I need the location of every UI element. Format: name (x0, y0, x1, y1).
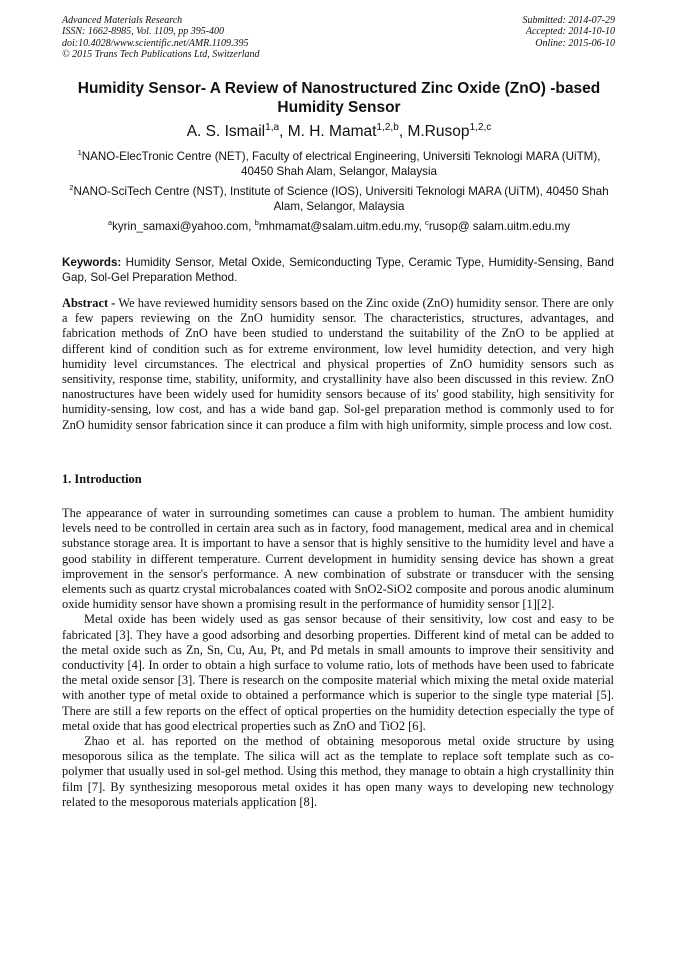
affiliation-1 (62, 149, 616, 179)
abstract (62, 296, 614, 433)
author-name: M.Rusop (407, 123, 470, 140)
publication-dates (523, 15, 616, 49)
affiliation-mark: 1 (77, 148, 82, 158)
email-mark: c (425, 218, 429, 228)
author-separator: , (398, 123, 408, 140)
keywords (62, 255, 614, 285)
author-affiliation-mark: 1,2,c (469, 121, 492, 133)
section-heading: 1. Introduction (62, 472, 142, 486)
email-address[interactable]: rusop@ salam.uitm.edu.my (428, 220, 571, 233)
paragraph: Zhao et al. has reported on the method of obtaining mesoporous metal oxide structure by using mesoporous silica as the template. The silica will act as the template to replace soft template such as co-polymer that usually used in sol-gel method. Using this method, they manage to obtain a high crystallinity thin film [7]. By synthesizing mesoporous metal oxides it has open many ways to developing new technology related to the mesoporous materials application [8]. (62, 734, 614, 809)
author-separator: , (279, 123, 288, 140)
introduction-body (62, 506, 614, 810)
paragraph: Metal oxide has been widely used as gas sensor because of their sensitivity, low cost and easy to be fabricated [3]. They have a good adsorbing and desorbing properties. Different kind of metal can be added to the metal oxide such as Zn, Sn, Cu, Au, Pt, and Pd metals in small amounts to improve their sensitivity and conductivity [4]. In order to obtain a high surface to volume ratio, lots of methods have been used to fabricate the metal oxide sensor [3]. There is research on the composite material which mixing the metal oxide material with another type of metal oxide to obtained a performance which is superior to the single type material [5]. There are still a few reports on the effect of optical properties on the humidity detection especially the type of metal oxide that has good electrical properties such as ZnO and TiO2 [6]. (62, 612, 614, 733)
copyright-line: © 2015 Trans Tech Publications Ltd, Switzerland (62, 48, 260, 60)
affiliation-2 (62, 184, 616, 214)
email-address[interactable]: mhmamat@salam.uitm.edu.my, (258, 220, 426, 233)
email-list (40, 219, 638, 234)
issn-line: ISSN: 1662-8985, Vol. 1109, pp 395-400 (62, 26, 225, 38)
email-address[interactable]: kyrin_samaxi@yahoo.com, (112, 220, 255, 233)
journal-info (62, 15, 260, 60)
affiliation-text: NANO-SciTech Centre (NST), Institute of Science (IOS), Universiti Teknologi MARA (UiTM), 40450 Shah Alam, Selangor, Malaysia (73, 185, 609, 213)
author-name: A. S. Ismail (186, 123, 266, 140)
author-affiliation-mark: 1,2,b (376, 121, 399, 133)
affiliation-mark: 2 (69, 183, 74, 193)
author-name: M. H. Mamat (287, 123, 377, 140)
keywords-text: Humidity Sensor, Metal Oxide, Semiconducting Type, Ceramic Type, Humidity-Sensing, Band Gap, Sol-Gel Preparation Method. (62, 256, 614, 284)
doi-line: doi:10.4028/www.scientific.net/AMR.1109.395 (62, 37, 249, 49)
accepted-date: Accepted: 2014-10-10 (525, 26, 615, 38)
email-mark: a (107, 218, 113, 228)
abstract-label: Abstract - (62, 296, 116, 310)
journal-name: Advanced Materials Research (62, 15, 183, 26)
paragraph: The appearance of water in surrounding sometimes can cause a problem to human. The ambient humidity levels need to be controlled in certain area such as in factory, food management, medical area and in chemical substance storage area. It is important to have a sensor that is highly sensitive to the humidity level and have a good stability in different temperature. Current development in humidity sensing device has shown a great improvement in the sensor's performance. A new combination of substrate or transducer with the sensing elements such as quartz crystal microbalances coated with SnO2-SiO2 composite and porous anodic aluminum oxide humidity sensor have shown a promising result in the performance of humidity sensor [1][2]. (62, 506, 614, 612)
online-date: Online: 2015-06-10 (535, 37, 615, 49)
keywords-label: Keywords: (62, 256, 122, 269)
paper-title: Humidity Sensor- A Review of Nanostructured Zinc Oxide (ZnO) -based Humidity Sensor (77, 80, 601, 116)
affiliation-text: NANO-ElecTronic Centre (NET), Faculty of electrical Engineering, Universiti Teknologi MARA (UiTM), 40450 Shah Alam, Selangor, Malaysia (81, 150, 601, 178)
submitted-date: Submitted: 2014-07-29 (522, 15, 615, 26)
email-mark: b (254, 218, 259, 228)
abstract-text: We have reviewed humidity sensors based on the Zinc oxide (ZnO) humidity sensor. There are only a few papers reviewing on the ZnO humidity sensor. The characteristics, structures, advantages, and fabrication methods of ZnO have been studied to understand the suitability of the ZnO to be applied at different kind of condition such as for extreme environment, low level humidity detection, and very high humidity level circumstances. The electrical and physical properties of ZnO humidity sensors such as sensitivity, response time, stability, uniformity, and crystallinity have also been discussed in this review. ZnO nanostructures have been widely used for humidity sensors because of its' good stability, high sensitivity for humidity-sensing, low cost, and has a wide band gap. Sol-gel preparation method is commonly used to for ZnO humidity sensor fabrication since it can produce a film with high uniformity, simple process and low cost. (62, 296, 614, 432)
author-affiliation-mark: 1,a (265, 121, 280, 133)
author-list (40, 122, 638, 142)
